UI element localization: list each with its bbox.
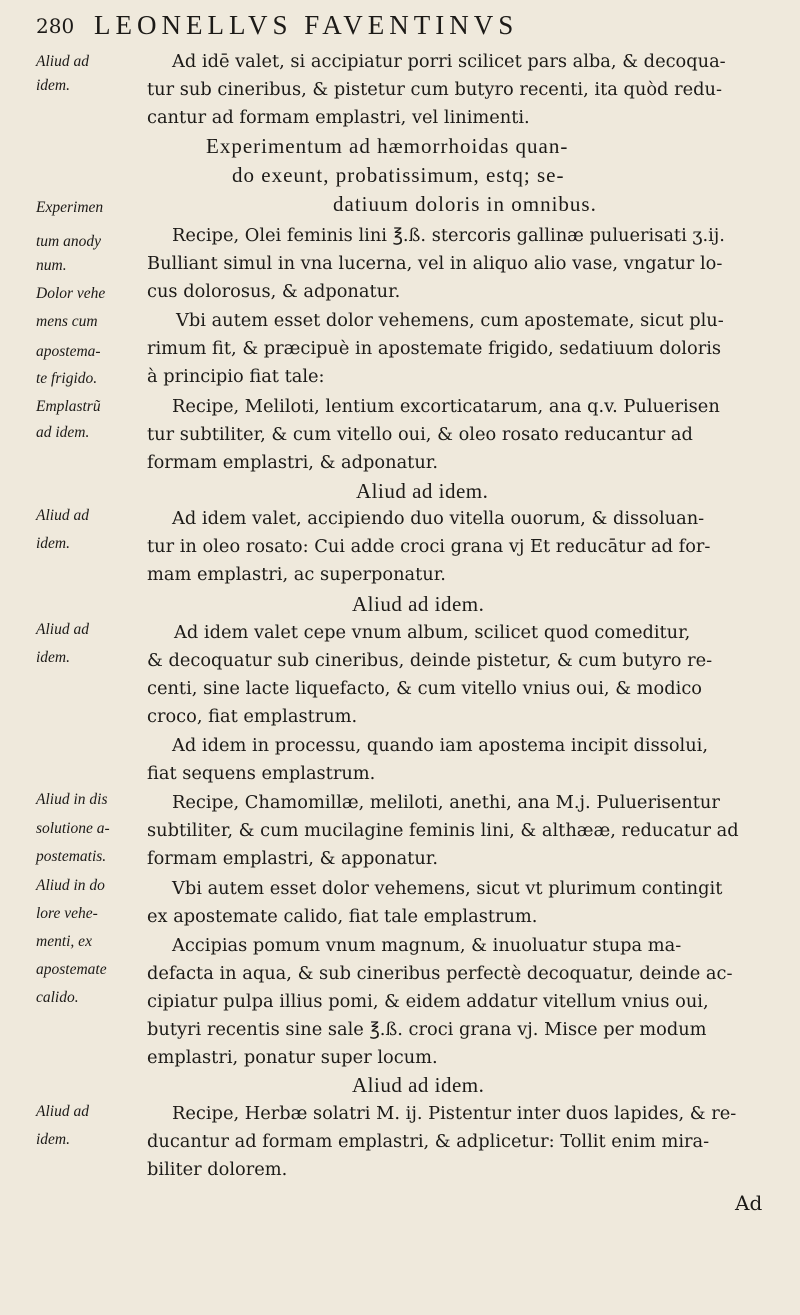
margin-note: idem. xyxy=(36,649,71,666)
section-heading: Experimentum ad hæmorrhoidas quan- xyxy=(206,134,569,158)
text-line: tur sub cineribus, & pistetur cum butyro recenti, ita quòd redu- xyxy=(147,79,722,100)
margin-note: mens cum xyxy=(36,313,98,330)
text-line: Recipe, Herbæ solatri M. ij. Pistentur inter duos lapides, & re- xyxy=(172,1103,737,1124)
text-line: Recipe, Meliloti, lentium excorticatarum, ana q.v. Puluerisen xyxy=(172,396,720,417)
margin-note: Emplastrũ xyxy=(36,398,101,415)
text-line: butyri recentis sine sale ℥.ß. croci grana vj. Misce per modum xyxy=(147,1019,707,1040)
margin-note: apostemate xyxy=(36,961,107,978)
margin-note: lore vehe- xyxy=(36,905,98,922)
subheading: Aliud ad idem. xyxy=(352,592,485,616)
catchword: Ad xyxy=(735,1191,763,1215)
text-line: cantur ad formam emplastri, vel linimenti. xyxy=(147,107,530,128)
margin-note: Aliud ad xyxy=(36,53,89,70)
margin-note: tum anody xyxy=(36,233,102,250)
text-line: ex apostemate calido, fiat tale emplastrum. xyxy=(147,906,538,927)
text-line: cus dolorosus, & adponatur. xyxy=(147,281,401,302)
margin-note: postematis. xyxy=(36,848,107,865)
page-header xyxy=(36,10,780,50)
text-line: subtiliter, & cum mucilagine feminis lini, & althææ, reducatur ad xyxy=(147,820,739,841)
text-line: Recipe, Olei feminis lini ℥.ß. stercoris gallinæ puluerisati ʒ.ij. xyxy=(172,225,725,246)
running-head: LEONELLVS FAVENTINVS xyxy=(94,10,519,40)
margin-note: Aliud in dis xyxy=(36,791,108,808)
text-line: Bulliant simul in vna lucerna, vel in aliquo alio vase, vngatur lo- xyxy=(147,253,723,274)
text-line: croco, fiat emplastrum. xyxy=(147,706,358,727)
text-line: cipiatur pulpa illius pomi, & eidem addatur vitellum vnius oui, xyxy=(147,991,709,1012)
subheading: Aliud ad idem. xyxy=(356,479,489,503)
margin-note: te frigido. xyxy=(36,370,98,387)
margin-note: apostema- xyxy=(36,343,101,360)
text-line: tur subtiliter, & cum vitello oui, & oleo rosato reducantur ad xyxy=(147,424,693,445)
text-line: centi, sine lacte liquefacto, & cum vitello vnius oui, & modico xyxy=(147,678,702,699)
text-line: emplastri, ponatur super locum. xyxy=(147,1047,438,1068)
margin-note: calido. xyxy=(36,989,79,1006)
text-line: Vbi autem esset dolor vehemens, sicut vt plurimum contingit xyxy=(172,878,723,899)
margin-note: Experimen xyxy=(36,199,104,216)
subheading: Aliud ad idem. xyxy=(352,1073,485,1097)
margin-note: num. xyxy=(36,257,67,274)
margin-note: idem. xyxy=(36,1131,71,1148)
text-line: Ad idem valet cepe vnum album, scilicet quod comeditur, xyxy=(174,622,691,643)
text-line: Ad idē valet, si accipiatur porri scilicet pars alba, & decoqua- xyxy=(172,51,726,72)
text-line: & decoquatur sub cineribus, deinde pistetur, & cum butyro re- xyxy=(147,650,713,671)
margin-note: solutione a- xyxy=(36,820,110,837)
text-line: Ad idem valet, accipiendo duo vitella ouorum, & dissoluan- xyxy=(172,508,705,529)
text-line: ducantur ad formam emplastri, & adplicetur: Tollit enim mira- xyxy=(147,1131,710,1152)
text-line: defacta in aqua, & sub cineribus perfectè decoquatur, deinde ac- xyxy=(147,963,733,984)
text-line: biliter dolorem. xyxy=(147,1159,288,1180)
margin-note: idem. xyxy=(36,535,71,552)
margin-note: Dolor vehe xyxy=(36,285,106,302)
margin-note: Aliud ad xyxy=(36,621,89,638)
text-line: mam emplastri, ac superponatur. xyxy=(147,564,446,585)
section-heading: datiuum doloris in omnibus. xyxy=(333,192,597,216)
text-line: Accipias pomum vnum magnum, & inuoluatur stupa ma- xyxy=(172,935,682,956)
margin-note: ad idem. xyxy=(36,424,90,441)
margin-note: menti, ex xyxy=(36,933,92,950)
text-line: rimum fit, & præcipuè in apostemate frigido, sedatiuum doloris xyxy=(147,338,722,359)
text-line: formam emplastri, & adponatur. xyxy=(147,452,438,473)
margin-note: idem. xyxy=(36,77,71,94)
section-heading: do exeunt, probatissimum, estq; se- xyxy=(232,163,565,187)
text-line: fiat sequens emplastrum. xyxy=(147,763,376,784)
text-line: formam emplastri, & apponatur. xyxy=(147,848,438,869)
text-line: Ad idem in processu, quando iam apostema incipit dissolui, xyxy=(172,735,709,756)
margin-note: Aliud in do xyxy=(36,877,105,894)
text-line: à principio fiat tale: xyxy=(147,366,325,387)
margin-note: Aliud ad xyxy=(36,1103,89,1120)
margin-note: Aliud ad xyxy=(36,507,89,524)
page-number: 280 xyxy=(36,14,75,38)
text-line: Recipe, Chamomillæ, meliloti, anethi, ana M.j. Puluerisentur xyxy=(172,792,720,813)
text-line: tur in oleo rosato: Cui adde croci grana vj Et reducātur ad for- xyxy=(147,536,711,557)
text-line: Vbi autem esset dolor vehemens, cum apostemate, sicut plu- xyxy=(176,310,724,331)
